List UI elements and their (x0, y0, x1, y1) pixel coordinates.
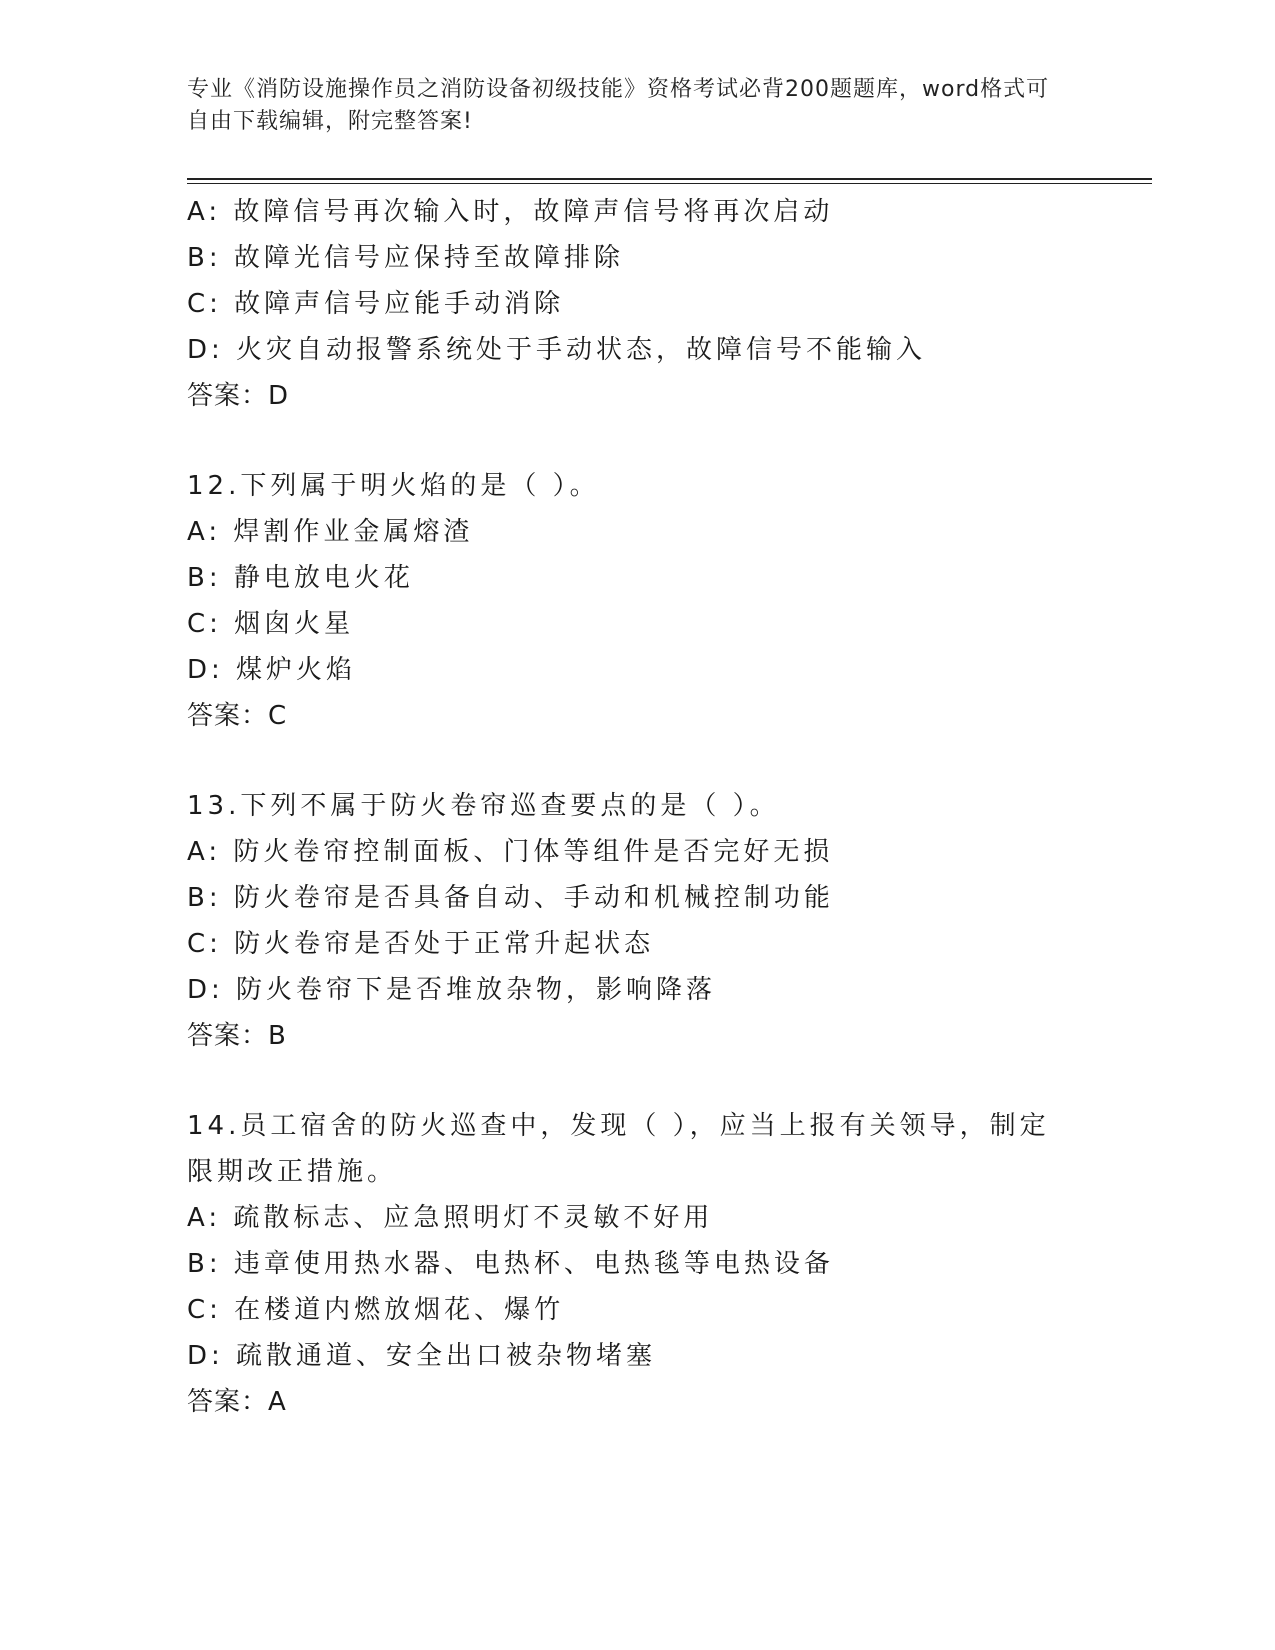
answer-line: 答案：C (187, 701, 288, 731)
question-14 (187, 1103, 1087, 1425)
answer-line: 答案：B (187, 1021, 287, 1051)
question-list (187, 189, 1087, 1425)
answer-line: 答案：A (187, 1387, 287, 1417)
option-a: A: 防火卷帘控制面板、门体等组件是否完好无损 (187, 837, 834, 867)
option-b: B: 防火卷帘是否具备自动、手动和机械控制功能 (187, 883, 834, 913)
option-b: B: 故障光信号应保持至故障排除 (187, 243, 624, 273)
option-b: B: 违章使用热水器、电热杯、电热毯等电热设备 (187, 1249, 834, 1279)
option-c: C: 防火卷帘是否处于正常升起状态 (187, 929, 655, 959)
question-stem: 12.下列属于明火焰的是（ ）。 (187, 471, 600, 501)
option-c: C: 故障声信号应能手动消除 (187, 289, 565, 319)
option-c: C: 烟囱火星 (187, 609, 355, 639)
question-12 (187, 463, 1087, 739)
option-c: C: 在楼道内燃放烟花、爆竹 (187, 1295, 565, 1325)
option-a: A: 故障信号再次输入时，故障声信号将再次启动 (187, 197, 834, 227)
question-stem: 14.员工宿舍的防火巡查中，发现（ ），应当上报有关领导，制定限期改正措施。 (187, 1111, 1050, 1187)
question-11-continuation (187, 189, 1087, 419)
header-divider-thin (187, 183, 1152, 184)
question-13 (187, 783, 1087, 1059)
option-a: A: 疏散标志、应急照明灯不灵敏不好用 (187, 1203, 714, 1233)
header-divider-thick (187, 178, 1152, 180)
option-a: A: 焊割作业金属熔渣 (187, 517, 474, 547)
option-d: D: 疏散通道、安全出口被杂物堵塞 (187, 1341, 657, 1371)
answer-line: 答案：D (187, 381, 290, 411)
option-b: B: 静电放电火花 (187, 563, 414, 593)
option-d: D: 防火卷帘下是否堆放杂物，影响降落 (187, 975, 717, 1005)
option-d: D: 火灾自动报警系统处于手动状态，故障信号不能输入 (187, 335, 927, 365)
document-header: 专业《消防设施操作员之消防设备初级技能》资格考试必背200题题库，word格式可自由下载编辑，附完整答案! (187, 77, 1050, 134)
question-stem: 13.下列不属于防火卷帘巡查要点的是（ ）。 (187, 791, 780, 821)
option-d: D: 煤炉火焰 (187, 655, 357, 685)
